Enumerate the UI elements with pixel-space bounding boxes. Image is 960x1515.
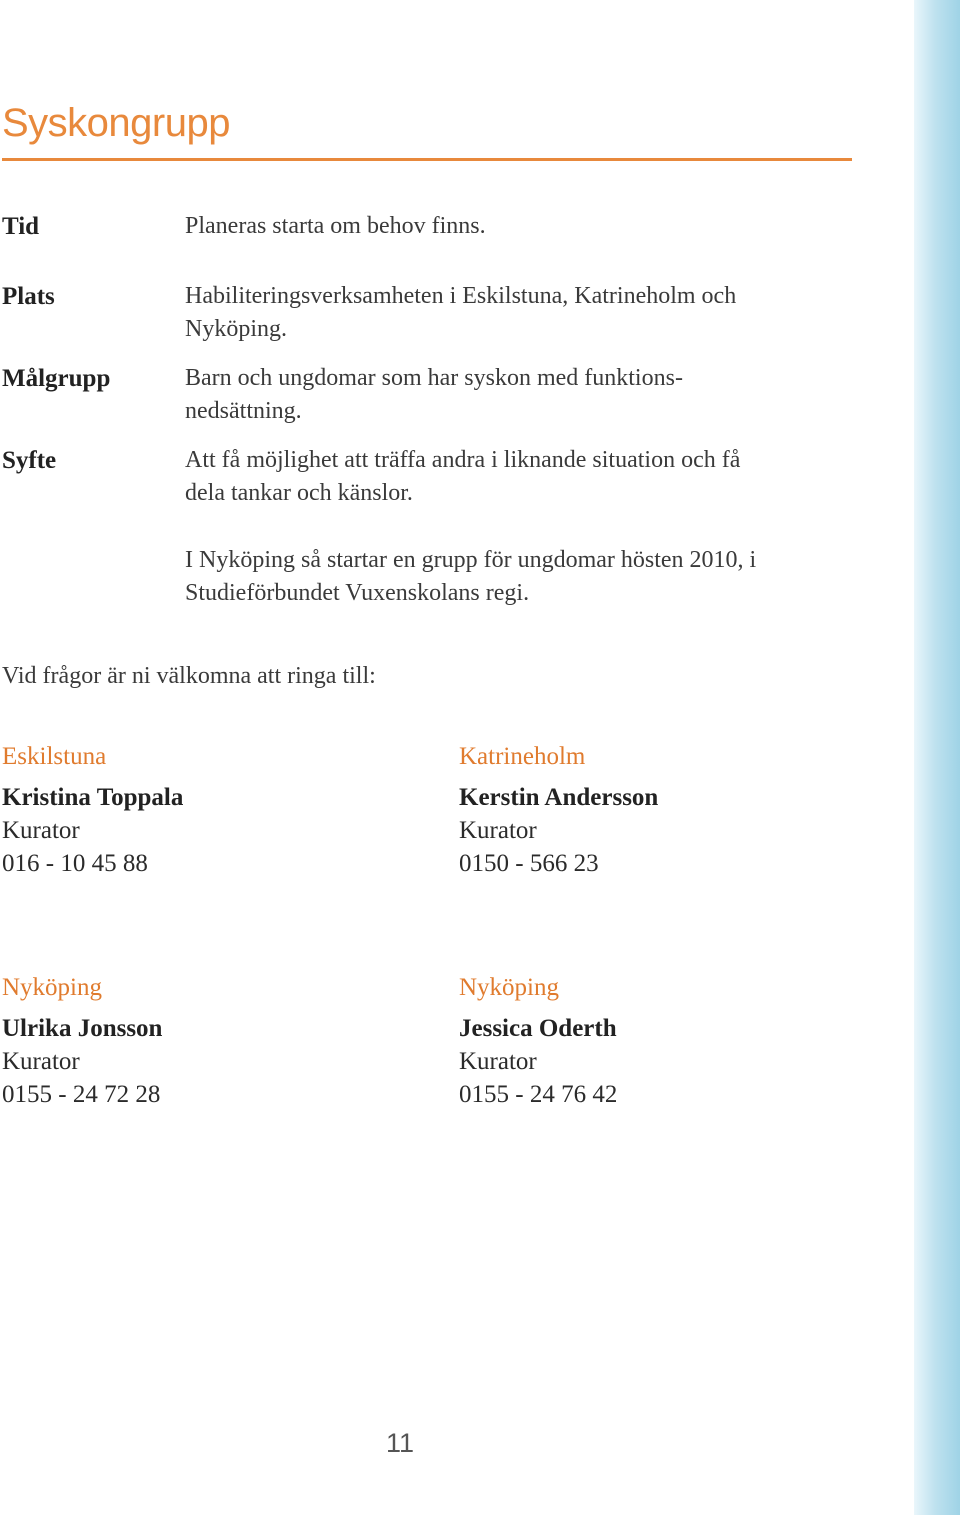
contact-city: Nyköping	[459, 974, 559, 1001]
contact-phone: 0150 - 566 23	[459, 850, 599, 877]
value-syfte	[185, 444, 865, 510]
page-number: 11	[386, 1428, 415, 1458]
value-plats-line-1: Habiliteringsverksamheten i Eskilstuna, Katrineholm och	[185, 283, 737, 309]
side-color-band	[914, 0, 960, 1515]
label-tid: Tid	[2, 213, 40, 240]
contact-role: Kurator	[2, 817, 80, 844]
contact-card-katrineholm	[459, 740, 859, 880]
value-syfte-line-1: Att få möjlighet att träffa andra i liknande situation och få	[185, 447, 741, 473]
contact-city: Nyköping	[2, 974, 102, 1001]
contact-phone: 016 - 10 45 88	[2, 850, 148, 877]
contact-city: Eskilstuna	[2, 743, 107, 770]
contact-name: Kristina Toppala	[2, 784, 184, 811]
contact-role: Kurator	[459, 817, 537, 844]
contact-city: Katrineholm	[459, 743, 586, 770]
title-divider	[2, 158, 852, 161]
label-syfte: Syfte	[2, 447, 57, 474]
label-plats: Plats	[2, 283, 55, 310]
value-syfte-line-2: dela tankar och känslor.	[185, 480, 413, 506]
contact-role: Kurator	[459, 1048, 537, 1075]
contact-name: Ulrika Jonsson	[2, 1015, 163, 1042]
contact-name: Jessica Oderth	[459, 1015, 617, 1042]
page-title: Syskongrupp	[2, 101, 230, 145]
value-plats-line-2: Nyköping.	[185, 316, 287, 342]
value-tid-line-1: Planeras starta om behov finns.	[185, 213, 486, 239]
contact-card-eskilstuna	[2, 740, 402, 880]
nykoping-note	[185, 544, 865, 610]
value-tid	[185, 210, 865, 243]
contact-phone: 0155 - 24 76 42	[459, 1081, 618, 1108]
value-malgrupp-line-2: nedsättning.	[185, 398, 302, 424]
contact-intro: Vid frågor är ni välkomna att ringa till:	[2, 663, 376, 689]
contact-card-nykoping-1	[2, 971, 402, 1111]
value-plats	[185, 280, 865, 346]
contact-card-nykoping-2	[459, 971, 859, 1111]
value-malgrupp	[185, 362, 865, 428]
value-malgrupp-line-1: Barn och ungdomar som har syskon med funktions-	[185, 365, 683, 391]
note-line-1: I Nyköping så startar en grupp för ungdomar hösten 2010, i	[185, 547, 757, 573]
contact-role: Kurator	[2, 1048, 80, 1075]
label-malgrupp: Målgrupp	[2, 365, 111, 392]
contact-phone: 0155 - 24 72 28	[2, 1081, 161, 1108]
note-line-2: Studieförbundet Vuxenskolans regi.	[185, 580, 530, 606]
contact-name: Kerstin Andersson	[459, 784, 659, 811]
